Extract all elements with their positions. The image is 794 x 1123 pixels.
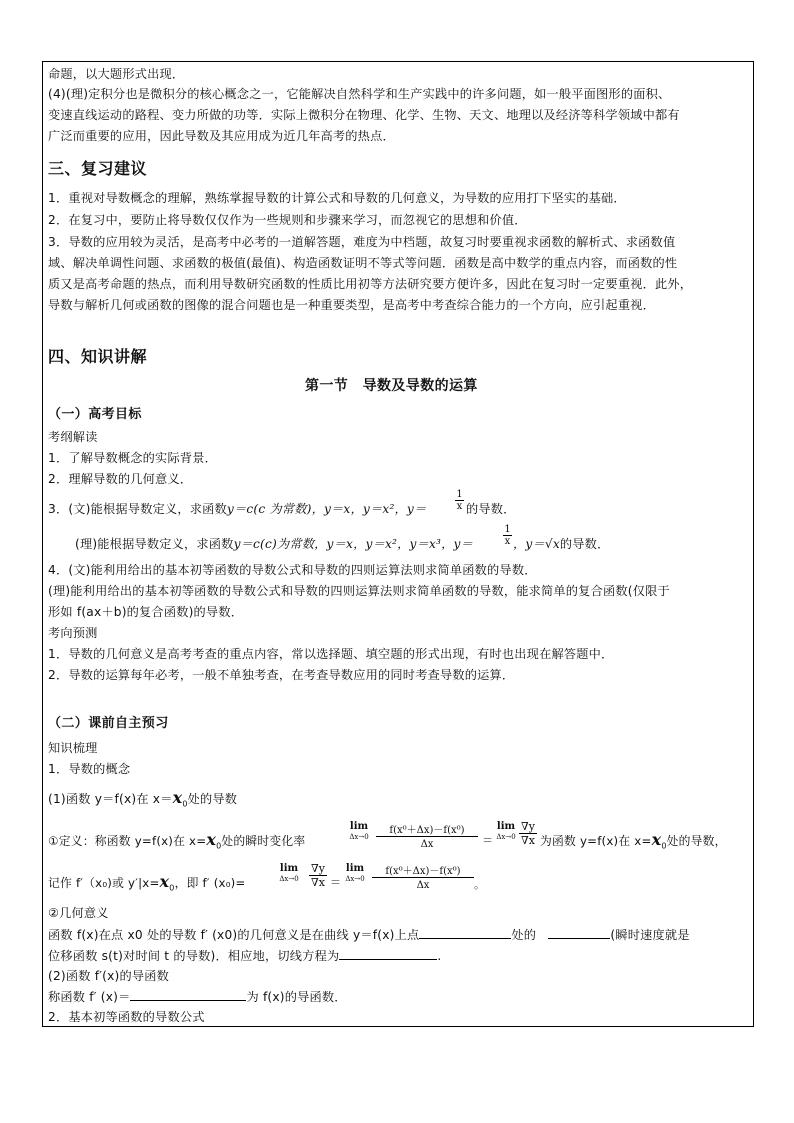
advice-line: 1．重视对导数概念的理解，熟练掌握导数的计算公式和导数的几何意义，为导数的应用打下坚实的基础． bbox=[48, 191, 626, 205]
advice-line: 域、解决单调性问题、求函数的极值(最值)、构造函数证明不等式等问题．函数是高中数学的重点内容，而函数的性 bbox=[48, 256, 678, 270]
answer-blank[interactable] bbox=[419, 926, 511, 939]
fraction: $\frac{1}{x}$ bbox=[504, 524, 511, 547]
definition-line: ①定义：称函数 y=f(x)在 $x=x_0$处的瞬时变化率 bbox=[48, 830, 306, 851]
notation-line: 记作 f′（x₀)或 $y'|x=x_0$，即 f′ (x₀)= bbox=[48, 872, 246, 893]
fraction: $\frac{\nabla y}{\nabla x}$ bbox=[519, 820, 537, 847]
goal-line: 1．了解导数概念的实际背景． bbox=[48, 451, 217, 465]
fraction: $\frac{1}{x}$ bbox=[456, 489, 463, 512]
geometry-line: 函数 f(x)在点 x0 处的导数 f′ (x0)的几何意义是在曲线 y＝f(x)上点 处的 (瞬时速度就是 bbox=[48, 928, 690, 942]
advice-line: 导数与解析几何或函数的图像的混合问题也是一种重要类型，是高考中考查综合能力的一个方向，应引起重视． bbox=[48, 298, 655, 312]
limit-symbol: lim Δx→0 bbox=[345, 863, 365, 883]
concept-line: 1．导数的概念 bbox=[48, 762, 131, 776]
goal-line: 形如 f(ax＋b)的复合函数)的导数． bbox=[48, 605, 244, 619]
limit-symbol: lim Δx→0 bbox=[349, 821, 369, 841]
goal-line: 2．理解导数的几何意义． bbox=[48, 472, 193, 486]
section-title: 四、知识讲解 bbox=[48, 347, 148, 366]
label: 考向预测 bbox=[48, 626, 98, 640]
derivative-function-title: (2)函数 f′(x)的导函数 bbox=[48, 969, 170, 983]
definition-line-end: 为函数 y=f(x)在 $x=x_0$处的导数， bbox=[540, 830, 727, 851]
prediction-line: 2．导数的运算每年必考，一般不单独考查，在考查导数应用的同时考查导数的运算． bbox=[48, 668, 515, 682]
limit-symbol: lim Δx→0 bbox=[496, 821, 516, 841]
concept-line: (1)函数 y＝f(x)在 $x=x_0$处的导数 bbox=[48, 788, 238, 809]
advice-line: 质又是高考命题的热点，而利用导数研究函数的性质比用初等方法研究要方便许多，因此在复习时一定要重视．此外， bbox=[48, 277, 693, 291]
equals: ＝ bbox=[330, 876, 341, 889]
answer-blank[interactable] bbox=[548, 926, 610, 939]
derivative-function-line: 称函数 f′ (x)＝ 为 f(x)的导函数． bbox=[48, 990, 347, 1004]
intro-line: 广泛而重要的应用，因此导数及其应用成为近几年高考的热点． bbox=[48, 129, 395, 143]
label: 考纲解读 bbox=[48, 430, 98, 444]
goal-line: (理)能根据导数定义，求函数y＝c(c)为常数，y＝x，y＝x²，y＝x³，y＝ bbox=[75, 537, 473, 551]
goal-line: (理)能利用给出的基本初等函数的导数公式和导数的四则运算法则求简单函数的导数，能求简单的复合函数(仅限于 bbox=[48, 584, 670, 598]
advice-line: 3．导数的应用较为灵活，是高考中必考的一道解答题，难度为中档题，故复习时要重视求函数的解析式、求函数值 bbox=[48, 235, 676, 249]
period: 。 bbox=[474, 878, 485, 891]
label: ②几何意义 bbox=[48, 906, 109, 920]
section-title: 三、复习建议 bbox=[48, 159, 148, 178]
fraction: $\frac{\text{f(x⁰＋Δx)－f(x⁰)}}{\Delta x}$ bbox=[372, 862, 474, 891]
subsection-title: （二）课前自主预习 bbox=[48, 716, 169, 731]
intro-line: (4)(理)定积分也是微积分的核心概念之一，它能解决自然科学和生产实践中的许多问题，如一般平面图形的面积、 bbox=[48, 87, 671, 101]
geometry-line: 位移函数 s(t)对时间 t 的导数)．相应地，切线方程为 . bbox=[48, 949, 442, 963]
prediction-line: 1．导数的几何意义是高考考查的重点内容，常以选择题、填空题的形式出现，有时也出现在解答题中． bbox=[48, 647, 614, 661]
fraction: $\frac{\text{f(x⁰＋Δx)－f(x⁰)}}{\Delta x}$ bbox=[376, 821, 478, 850]
fraction: $\frac{\nabla y}{\nabla x}$ bbox=[309, 862, 327, 889]
subsection-title: （一）高考目标 bbox=[48, 407, 142, 422]
intro-line: 变速直线运动的路程、变力所做的功等．实际上微积分在物理、化学、生物、天文、地理以及经济等科学领域中都有 bbox=[48, 108, 680, 122]
answer-blank[interactable] bbox=[130, 988, 246, 1001]
chapter-title: 第一节 导数及导数的运算 bbox=[305, 378, 478, 394]
label: 知识梳理 bbox=[48, 741, 98, 755]
advice-line: 2．在复习中，要防止将导数仅仅作为一些规则和步骤来学习，而忽视它的思想和价值． bbox=[48, 213, 527, 227]
goal-line-end: ，y＝√x的导数． bbox=[513, 537, 610, 551]
goal-line: 3．(文)能根据导数定义，求函数y＝c(c 为常数)，y＝x，y＝x²，y＝ bbox=[48, 502, 427, 516]
concept-line: 2．基本初等函数的导数公式 bbox=[48, 1010, 205, 1024]
intro-line: 命题，以大题形式出现． bbox=[48, 67, 185, 81]
goal-line-end: 的导数． bbox=[466, 502, 516, 516]
goal-line: 4．(文)能利用给出的基本初等函数的导数公式和导数的四则运算法则求简单函数的导数． bbox=[48, 563, 537, 577]
equals: ＝ bbox=[482, 834, 493, 847]
answer-blank[interactable] bbox=[339, 947, 437, 960]
limit-symbol: lim Δx→0 bbox=[279, 863, 299, 883]
